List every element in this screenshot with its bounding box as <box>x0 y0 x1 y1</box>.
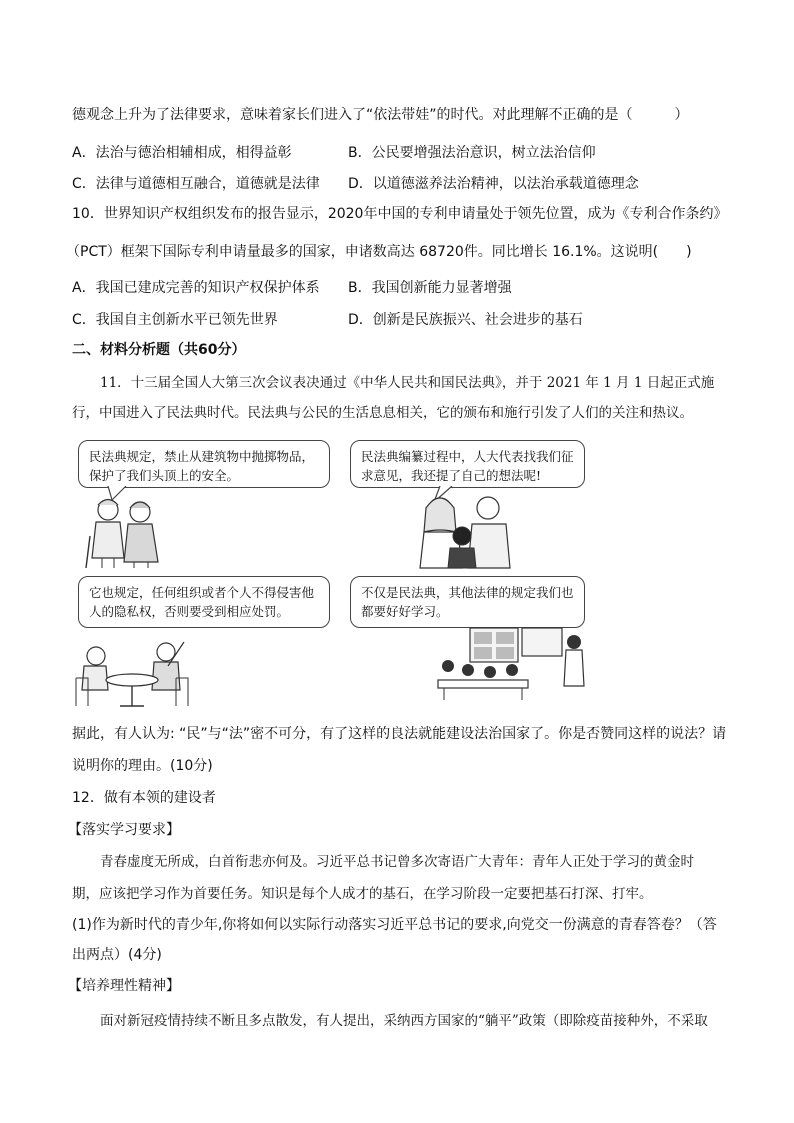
q10-option-d: D．创新是民族振兴、社会进步的基石 <box>348 312 583 328</box>
q9-option-d: D．以道德滋养法治精神，以法治承载道德理念 <box>348 176 639 192</box>
cafe-conversation-illustration <box>72 628 192 708</box>
q12-subheading-2: 【培养理性精神】 <box>68 978 180 994</box>
speech-bubble-4: 不仅是民法典，其他法律的规定我们也都要好好学习。 <box>350 576 585 628</box>
q12-subheading-1: 【落实学习要求】 <box>68 822 180 838</box>
q10-stem-line2: （PCT）框架下国际专利申请量最多的国家，申诸数高达 68720件。同比增长 16.1%。这说明( ) <box>66 244 692 260</box>
q9-option-a: A．法治与德治相辅相成，相得益彰 <box>72 145 292 161</box>
q12-passage-line1: 青春虚度无所成，白首衔悲亦何及。习近平总书记曾多次寄语广大青年：青年人正处于学习的黄金时 <box>100 854 694 870</box>
q9-option-c: C．法律与道德相互融合，道德就是法律 <box>72 176 320 192</box>
q12-passage-line2: 期，应该把学习作为首要任务。知识是每个人成才的基石，在学习阶段一定要把基石打深、打牢。 <box>72 886 653 902</box>
q10-stem-line1: 10．世界知识产权组织发布的报告显示，2020年中国的专利申请量处于领先位置，成为《专利合作条约》 <box>72 206 728 222</box>
section-heading: 二、材料分析题（共60分） <box>72 342 246 358</box>
q10-option-b: B．我国创新能力显著增强 <box>348 280 512 296</box>
q11-stem-line2: 行，中国进入了民法典时代。民法典与公民的生活息息相关，它的颁布和施行引发了人们的关注和热议。 <box>72 405 693 421</box>
elderly-couple-illustration <box>80 490 170 570</box>
speech-bubble-3: 它也规定，任何组织或者个人不得侵害他人的隐私权，否则要受到相应处罚。 <box>78 576 330 628</box>
classroom-illustration <box>436 626 586 702</box>
q12-title: 12．做有本领的建设者 <box>72 790 216 806</box>
intro-line: 德观念上升为了法律要求，意味着家长们进入了“依法带娃”的时代。对此理解不正确的是（ ） <box>72 107 689 123</box>
q10-option-c: C．我国自主创新水平已领先世界 <box>72 312 278 328</box>
q11-question-line2: 说明你的理由。(10分) <box>72 758 213 774</box>
q11-stem-line1: 11．十三届全国人大第三次会议表决通过《中华人民共和国民法典》，并于 2021 年 1 月 1 日起正式施 <box>100 375 715 391</box>
family-illustration <box>410 488 520 570</box>
q11-question-line1: 据此，有人认为: “民”与“法”密不可分，有了这样的良法就能建设法治国家了。你是否赞同这样的说法？请 <box>72 726 727 742</box>
q12-subquestion-1-line2: 出两点）(4分) <box>72 947 162 963</box>
q9-option-b: B．公民要增强法治意识，树立法治信仰 <box>348 145 596 161</box>
q12-subquestion-1-line1: (1)作为新时代的青少年,你将如何以实际行动落实习近平总书记的要求,向党交一份满意的青春答卷？（答 <box>72 917 717 933</box>
q12-passage2-line1: 面对新冠疫情持续不断且多点散发，有人提出，采纳西方国家的“躺平”政策（即除疫苗接种外，不采取 <box>100 1013 708 1029</box>
speech-bubble-1: 民法典规定，禁止从建筑物中抛掷物品，保护了我们头顶上的安全。 <box>78 440 330 488</box>
q10-option-a: A．我国已建成完善的知识产权保护体系 <box>72 280 320 296</box>
speech-bubble-2: 民法典编纂过程中，人大代表找我们征求意见，我还提了自己的想法呢! <box>350 440 585 488</box>
